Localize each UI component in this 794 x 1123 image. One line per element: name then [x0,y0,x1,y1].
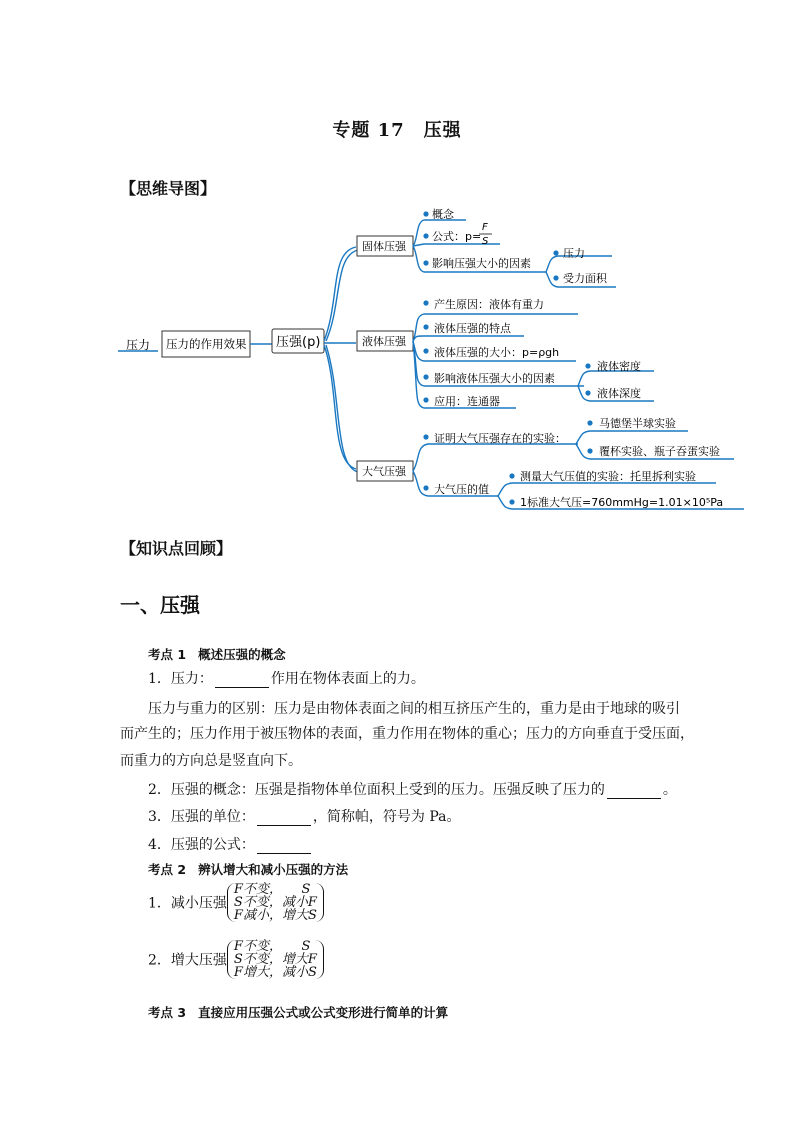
p2: 2．压强的概念：压强是指物体单位面积上受到的压力。压强反映了压力的 。 [148,782,677,798]
kp1-heading: 考点 1 概述压强的概念 [148,647,286,662]
mm-air-exp-1: 覆杯实验、瓶子吞蛋实验 [599,445,720,458]
mm-liquid-factor-1: 液体深度 [597,387,641,400]
mm-solid-formula: 公式：p= [432,230,482,243]
increase-pressure: 2．增大压强 F不变， S S不变，增大F F增大，减小S [148,940,324,979]
reduce-cases: F不变， S S不变，减小F F减小，增大S [227,883,324,922]
p-diff-3: 而重力的方向总是竖直向下。 [120,753,302,769]
p-diff-2: 而产生的；压力作用于被压物体的表面，重力作用在物体的重心；压力的方向垂直于受压面， [120,726,694,742]
kp3-heading: 考点 3 直接应用压强公式或公式变形进行简单的计算 [148,1005,449,1020]
mm-solid-factor-0: 压力 [563,247,585,260]
mm-solid-formula-num: F [482,222,488,233]
mm-air-item-1: 大气压的值 [434,483,489,496]
mm-solid-factor-1: 受力面积 [563,272,607,285]
p1: 1．压力： 作用在物体表面上的力。 [148,671,425,687]
p4: 4．压强的公式： [148,834,313,854]
mm-air-exp-0: 马德堡半球实验 [599,417,676,430]
blank-2[interactable] [607,784,661,799]
mm-liquid-item-4: 应用：连通器 [434,395,500,408]
p-diff-1: 压力与重力的区别：压力是由物体表面之间的相互挤压产生的，重力是由于地球的吸引 [148,701,680,717]
page-title: 专题 17 压强 [332,120,462,141]
mm-liquid-item-2: 液体压强的大小：p=ρgh [434,346,560,359]
mm-left-box: 压力的作用效果 [166,337,247,351]
mm-liquid-item-1: 液体压强的特点 [434,322,511,335]
mm-liquid-factor-0: 液体密度 [597,360,641,373]
blank-3[interactable] [257,811,311,826]
mm-air-label: 大气压强 [362,465,406,478]
reduce-pressure: 1．减小压强 F不变， S S不变，减小F F减小，增大S [148,883,324,922]
blank-1[interactable] [215,673,269,688]
mm-solid-item-0: 概念 [432,208,454,221]
heading-pressure: 一、压强 [120,593,200,617]
mm-solid-label: 固体压强 [362,240,406,253]
mm-solid-item-2: 影响压强大小的因素 [432,257,531,270]
p3: 3．压强的单位： ，简称帕，符号为 Pa。 [148,809,461,825]
kp2-heading: 考点 2 辨认增大和减小压强的方法 [148,862,349,877]
mm-air-item-0: 证明大气压强存在的实验： [434,432,566,445]
mm-center: 压强(p) [276,335,321,350]
blank-4[interactable] [257,839,311,854]
mm-liquid-item-3: 影响液体压强大小的因素 [434,372,555,385]
increase-cases: F不变， S S不变，增大F F增大，减小S [227,940,324,979]
mm-liquid-label: 液体压强 [362,335,406,348]
mm-solid-formula-den: S [482,236,489,247]
section-review-heading: 【知识点回顾】 [120,539,233,558]
section-mindmap-heading: 【思维导图】 [120,179,217,198]
mm-liquid-item-0: 产生原因：液体有重力 [434,298,544,311]
mm-left-label: 压力 [126,338,151,352]
mind-map [0,0,794,540]
mm-air-val-1: 1标准大气压=760mmHg=1.01×10⁵Pa [520,496,724,509]
mm-air-val-0: 测量大气压值的实验：托里拆利实验 [520,470,696,483]
